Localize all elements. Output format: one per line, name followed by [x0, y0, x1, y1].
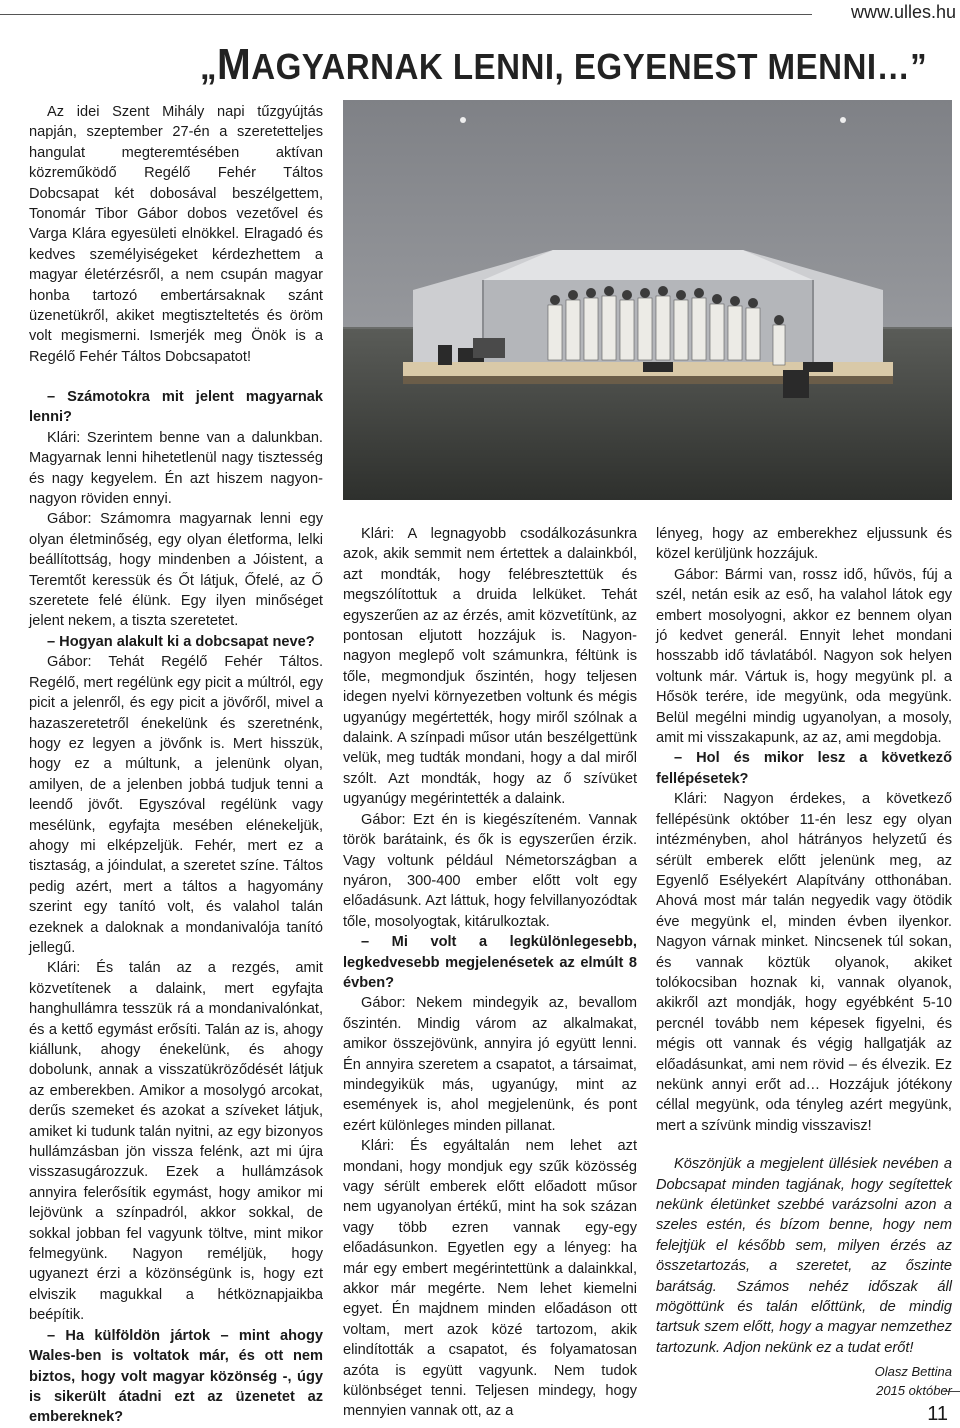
- intro-paragraph: Az idei Szent Mihály napi tűzgyújtás napján, szeptember 27-én a szeretetteljes hangulat megteremtésében aktívan közreműködő Regélő Fehér Táltos Dobcsapat két dobosával beszélgettem, Tonomár Tibor Gábor dobos vezetővel és Varga Klára egyesületi elnökkel. Elragadó és kedves személyiségeket kérdezhettem a magyar életérzésről, a nem csupán magyar honba tartozó embertársaknak szánt üzenetükről, akiket megtiszteltetés és öröm volt megismerni. Ismerjék meg Önök is a Regélő Fehér Táltos Dobcsapatot!: [29, 104, 323, 365]
- answer: Gábor: Tehát Regélő Fehér Táltos. Regélő, mert regélünk egy picit a múltról, egy picit a jelenről, és egy picit a jövőről, mivel a hazaszeretetről énekelünk és szeretnénk, hogy ez legyen a jövőnk is. Mert hisszük, hogy ez a múltunk, a jelenünk olyan, amilyen, de a jelenben jobbá tudjuk tenni a leendő jövőt. Egyszóval regélünk vagy mesélünk, egyfajta mesében elénekeljük, ahogy mi elképzeljük. Fehér, mert ez a tisztaság, a jóindulat, a szeretet színe. Táltos pedig azért, mert a táltos a hagyomány szerint egy tanító volt, és valahol talán ezeknek a daloknak a mondanivalója tanító jellegű.: [29, 654, 323, 956]
- article-date: 2015 október: [876, 1383, 952, 1399]
- answer: Klári: És talán az a rezgés, amit közvetítenek a dalaink, mert egyfajta hanghullámra tesszük rá a mondanivalónkat, és a kettő egymást erősíti. Talán az is, ahogy kiállunk, ahogy énekelünk, és ahogy dobolunk, annak a visszatükröződését látjuk az emberekben. Amikor a mosolygó arcokat, derűs szemeket és azokat a szíveket látjuk, amiket ki tudunk talán nyitni, az egy bizonyos hullámzásban jön vissza felénk, azt mi újra visszasugározzuk. Ezek a hullámzások annyira felerősítik egymást, hogy amikor mi lejövünk a színpadról, akkor sokkal, de sokkal jobban fel vagyunk töltve, mint mikor felmegyünk. Nagyon reméljük, hogy ugyanezt érzi a közönségünk is, hogy ezt elviszik magukkal a hétköznapjaikba beépítik.: [29, 960, 323, 1324]
- question: – Számotokra mit jelent magyarnak lenni?: [29, 389, 323, 426]
- site-url[interactable]: www.ulles.hu: [850, 2, 956, 22]
- intro-column: [29, 102, 323, 367]
- answer: Klári: Nagyon érdekes, a következő fellépésünk október 11-én lesz egy olyan intézményben, ahol hátrányos helyzetű és sérült emberek előtt jelenünk meg, az Egyenlő Esélyekért Alapítvány otthonában. Ahová most már talán negyedik vagy ötödik éve megyünk el, minden évben ilyenkor. Nagyon várnak minket. Nincsenek túl sokan, és vannak köztük olyanok, akiket tolókocsiban hoznak ki, vannak olyanok, akikről azt mondják, hogy egyébként 5-10 percnél tovább nem képesek figyelni, és mégis ott vannak és végig hallgatják az előadásunkat, ami nem rövid – és élvezik. Ez nekünk annyi erőt ad… Hozzájuk jótékony céllal megyünk, oda tényleg azért megyünk, mert a szívünk mindig visszavisz!: [656, 791, 952, 1134]
- answer: Gábor: Bármi van, rossz idő, hűvös, fúj a szél, netán esik az eső, ha valahol látok egy embert mosolyogni, akkor ez bennem olyan jó kedvet generál. Ennyit lehet mondani hosszabb idő távlatából. Nagyon sok helyen voltunk már. Vártuk is, hogy megyünk pl. a Hősök terére, ide megyünk, oda megyünk. Belül megélni mindig ugyanolyan, a mosoly, amit mi visszakapunk, az az, ami megdobja.: [656, 566, 952, 747]
- title-quote-close: ”: [910, 46, 928, 87]
- question: – Mi volt a legkülönlegesebb, legkedvesebb megjelenésetek az elmúlt 8 évben?: [343, 934, 637, 991]
- top-rule: [0, 14, 812, 15]
- answer: Gábor: Számomra magyarnak lenni egy olyan életminőség, egy olyan életforma, lelki beállítottság, hogy mindenben a Jóistent, a Teremtőt keressük és Őt látjuk, Őfelé, az Ő szeretete felé élünk. Egy ilyen minőséget jelent nekem, a tiszta szeretetet.: [29, 511, 323, 630]
- page-number: 11: [927, 1403, 948, 1425]
- answer: Klári: És egyáltalán nem lehet azt mondani, hogy mondjuk egy szűk közösség vagy sérült emberek előtt előadott műsor nem ugyanolyan értékű, mint ha sok százan vagy több ezren vannak egy-egy előadásunkon. Egyetlen egy a lényeg: ha már egy embert megérintettünk a dalainkkal, akkor már megérte. Nem lehet kiemelni egyet. Én majdnem minden előadáson ott voltam, mert azok közé tartozom, akik elindították a csapatot, és folyamatosan azóta is együtt vagyunk. Nem tudok különbséget tenni. Teljesen mindegy, hogy mennyien vannak ott, az a: [343, 1138, 637, 1420]
- page-number-rule: [944, 1391, 960, 1392]
- answer: Gábor: Nekem mindegyik az, bevallom őszintén. Mindig várom az alkalmakat, amikor összejövünk, annyira jó együtt lenni. Én annyira szeretem a csapatot, a társaimat, mindegyikük más, ugyanúgy, mint az események is, ahol megjelenünk, és pont ezért különleges minden pillanat.: [343, 995, 637, 1134]
- answer: Klári: A legnagyobb csodálkozásunkra azok, akik semmit nem értettek a dalainkból, azt mondták, hogy felébresztettük és megszólítottuk a druida lelküket. Tehát egyszerűen az az érzés, amit közvetítünk, az pontosan eljutott hozzájuk is. Nagyon-nagyon meglepő volt számunkra, féltünk is tőle, megmondjuk őszintén, hogy teljesen idegen nyelvi környezetben voltunk és mégis ugyanúgy megértették, hogy miről szólnak a dalaink. A színpadi műsor után beszélgettünk velük, meg tudták mondani, hogy a dal miről szólt. Azt mondták, hogy az ő szívüket ugyanúgy megérintették a dalaink.: [343, 526, 637, 808]
- answer: Gábor: Ezt én is kiegészíteném. Vannak török barátaink, és ők is egyszerűen érzik. Vagy voltunk például Németországban a nyáron, 300-400 ember előtt volt egy előadásunk. Azt láttuk, hogy felvillanyozódtak tőle, mosolyogtak, kitárulkoztak.: [343, 811, 637, 930]
- question: – Ha külföldön jártok – mint ahogy Wales-ben is voltatok már, és ott nem biztos, hogy volt magyar közönség -, úgy is sikerült átadni ezt az üzenetet az embereknek?: [29, 1327, 323, 1426]
- article-title: [200, 40, 927, 90]
- title-big-letter: M: [217, 40, 252, 89]
- column-left: [29, 387, 323, 1428]
- answer-continued: lényeg, hogy az emberekhez eljussunk és közel kerüljünk hozzájuk.: [656, 526, 952, 563]
- thanks-note: Köszönjük a megjelent üllésiek nevében a Dobcsapat minden tagjának, hogy segítettek nekünk életünket szebbé varázsolni azon a szeles estén, és bízom benne, hogy nem felejtjük el később sem, milyen érzés az összetartozás, a szeretet, az őszinte barátság. Számos nehéz időszak áll mögöttünk és talán előttünk, de mindig tartsuk szem előtt, hogy a magyar nemzethez tartozunk. Adjon nekünk ez a tudat erőt!: [656, 1156, 952, 1356]
- author-name: Olasz Bettina: [874, 1364, 952, 1380]
- question: – Hogyan alakult ki a dobcsapat neve?: [47, 633, 315, 650]
- column-middle: [343, 524, 637, 1422]
- stage-photo: [343, 100, 952, 500]
- answer: Klári: Szerintem benne van a dalunkban. Magyarnak lenni hihetetlenül nagy tisztesség és nagy kegyelem. Én azt hiszem nagyon-nagyon röviden ennyi.: [29, 429, 323, 508]
- title-quote-open: „: [200, 46, 218, 87]
- title-rest: AGYARNAK LENNI, EGYENEST MENNI…: [251, 46, 911, 87]
- question: – Hol és mikor lesz a következő fellépésetek?: [656, 750, 952, 787]
- column-right: [656, 524, 952, 1400]
